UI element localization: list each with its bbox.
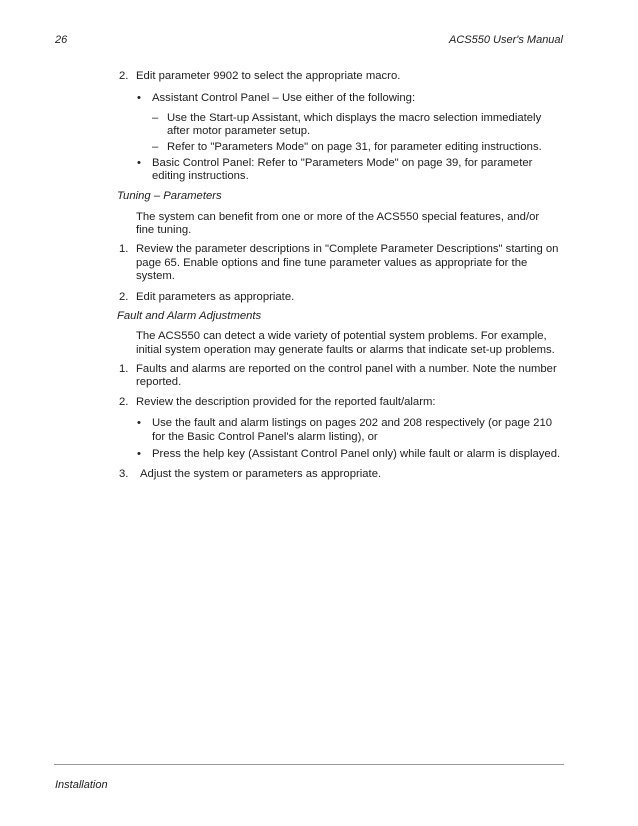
step-number: 3. [119, 468, 129, 480]
bullet-icon: • [137, 417, 141, 429]
bullet-text: Basic Control Panel: Refer to "Parameters Mode" on page 39, for parameter [152, 157, 533, 169]
bullet-text: Assistant Control Panel – Use either of the following: [152, 92, 416, 104]
step-text: Faults and alarms are reported on the control panel with a number. Note the number [136, 363, 557, 375]
bullet-icon: • [137, 448, 141, 460]
step-number: 2. [119, 70, 129, 82]
section-heading-tuning: Tuning – Parameters [117, 190, 222, 202]
step-text: Review the description provided for the reported fault/alarm: [136, 396, 436, 408]
step-text: reported. [136, 376, 182, 388]
step-number: 2. [119, 396, 129, 408]
step-number: 1. [119, 363, 129, 375]
paragraph-text: The ACS550 can detect a wide variety of potential system problems. For example, [136, 330, 547, 342]
step-number: 2. [119, 291, 129, 303]
step-text: Edit parameter 9902 to select the appropriate macro. [136, 70, 401, 82]
footer-section-label: Installation [55, 779, 108, 791]
bullet-text: Use the fault and alarm listings on pages 202 and 208 respectively (or page 210 [152, 417, 553, 429]
footer-divider [54, 764, 564, 765]
step-text: Review the parameter descriptions in "Complete Parameter Descriptions" starting on [136, 243, 559, 255]
step-text: system. [136, 270, 175, 282]
step-text: Edit parameters as appropriate. [136, 291, 295, 303]
paragraph-text: The system can benefit from one or more of the ACS550 special features, and/or [136, 211, 540, 223]
page-number: 26 [55, 34, 68, 46]
dash-icon: – [152, 112, 159, 124]
bullet-icon: • [137, 157, 141, 169]
paragraph-text: fine tuning. [136, 224, 192, 236]
dash-text: Refer to "Parameters Mode" on page 31, for parameter editing instructions. [167, 141, 542, 153]
bullet-text: editing instructions. [152, 170, 249, 182]
bullet-text: Press the help key (Assistant Control Panel only) while fault or alarm is displayed. [152, 448, 561, 460]
manual-title: ACS550 User's Manual [449, 34, 563, 46]
paragraph-text: initial system operation may generate faults or alarms that indicate set-up problems. [136, 344, 555, 356]
dash-icon: – [152, 141, 159, 153]
dash-text: Use the Start-up Assistant, which displays the macro selection immediately [167, 112, 542, 124]
dash-text: after motor parameter setup. [167, 125, 311, 137]
section-heading-fault: Fault and Alarm Adjustments [117, 310, 262, 322]
step-number: 1. [119, 243, 129, 255]
step-text: Adjust the system or parameters as appropriate. [140, 468, 382, 480]
bullet-icon: • [137, 92, 141, 104]
bullet-text: for the Basic Control Panel's alarm listing), or [152, 431, 378, 443]
step-text: page 65. Enable options and fine tune parameter values as appropriate for the [136, 257, 528, 269]
